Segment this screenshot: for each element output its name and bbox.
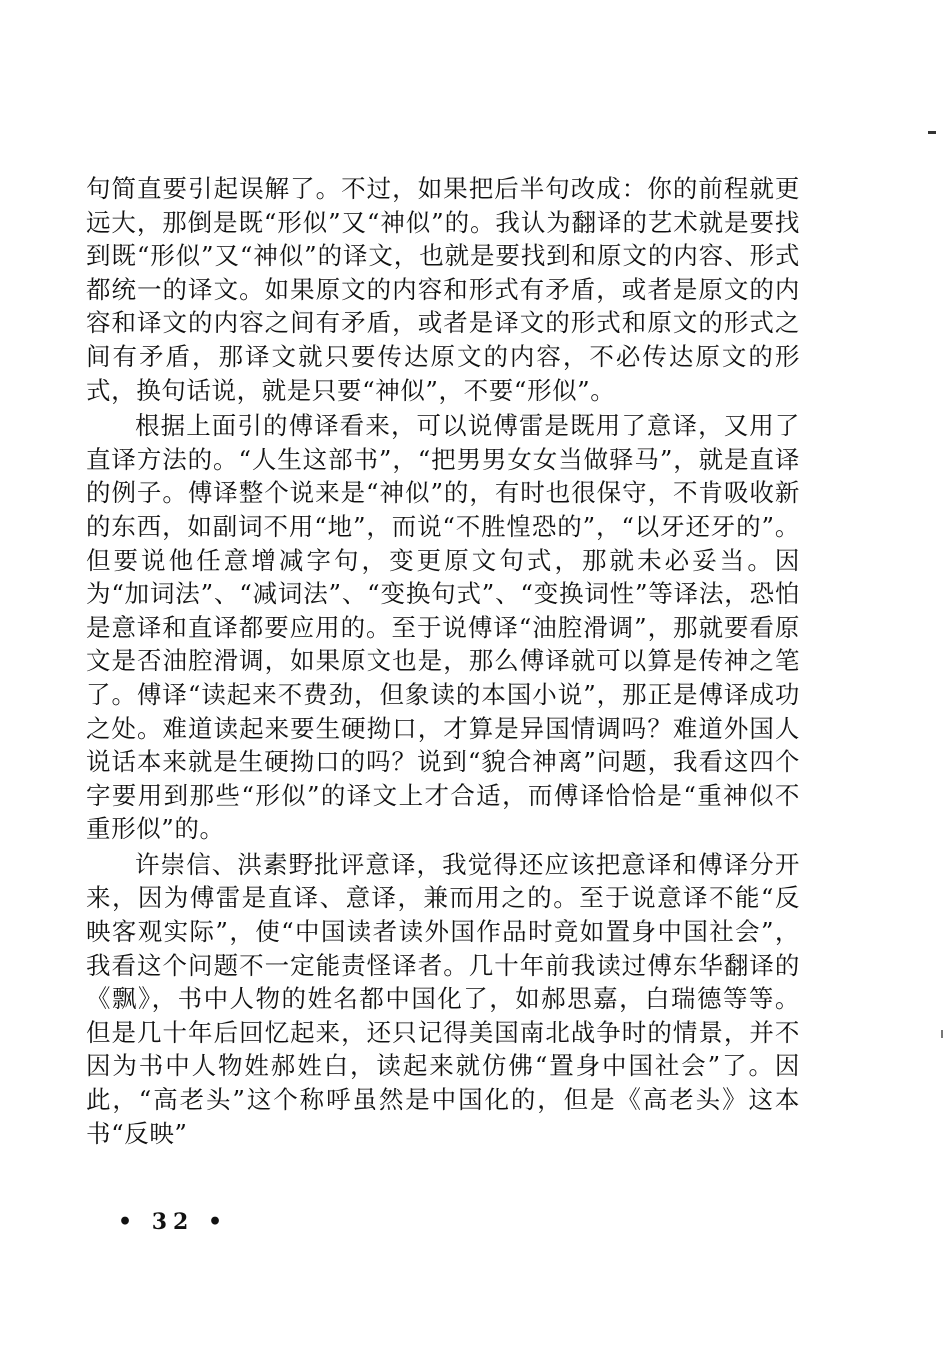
- paragraph-continued: 句简直要引起误解了。不过，如果把后半句改成：你的前程就更远大，那倒是既“形似”又“神似”的。我认为翻译的艺术就是要找到既“形似”又“神似”的译文，也就是要找到和原文的内容、形式都统一的译文。如果原文的内容和形式有矛盾，或者是原文的内容和译文的内容之间有矛盾，或者是译文的形式和原文的形式之间有矛盾，那译文就只要传达原文的内容，不必传达原文的形式，换句话说，就是只要“神似”，不要“形似”。: [86, 174, 800, 405]
- paragraph-free-translation-critique: 许崇信、洪素野批评意译，我觉得还应该把意译和傅译分开来，因为傅雷是直译、意译，兼而用之的。至于说意译不能“反映客观实际”，使“中国读者读外国作品时竟如置身中国社会”，我看这个问题不一定能责怪译者。几十年前我读过傅东华翻译的《飘》，书中人物的姓名都中国化了，如郝思嘉，白瑞德等等。但是几十年后回忆起来，还只记得美国南北战争时的情景，并不因为书中人物姓郝姓白，读起来就仿佛“置身中国社会”了。因此，“高老头”这个称呼虽然是中国化的，但是《高老头》这本书“反映”: [86, 849, 800, 1148]
- scan-artifact: [928, 131, 936, 134]
- scan-artifact: [941, 1030, 943, 1038]
- page-number: • 32 •: [118, 1209, 229, 1235]
- body-text: [86, 172, 800, 1150]
- paragraph-fu-translation: 根据上面引的傅译看来，可以说傅雷是既用了意译，又用了直译方法的。“人生这部书”，“把男男女女当做驿马”，就是直译的例子。傅译整个说来是“神似”的，有时也很保守，不肯吸收新的东西，如副词不用“地”，而说“不胜惶恐的”，“以牙还牙的”。但要说他任意增减字句，变更原文句式，那就未必妥当。因为“加词法”、“减词法”、“变换句式”、“变换词性”等译法，恐怕是意译和直译都要应用的。至于说傅译“油腔滑调”，那就要看原文是否油腔滑调，如果原文也是，那么傅译就可以算是传神之笔了。傅译“读起来不费劲，但象读的本国小说”，那正是傅译成功之处。难道读起来要生硬拗口，才算是异国情调吗？难道外国人说话本来就是生硬拗口的吗？说到“貌合神离”问题，我看这四个字要用到那些“形似”的译文上才合适，而傅译恰恰是“重神似不重形似”的。: [86, 411, 800, 844]
